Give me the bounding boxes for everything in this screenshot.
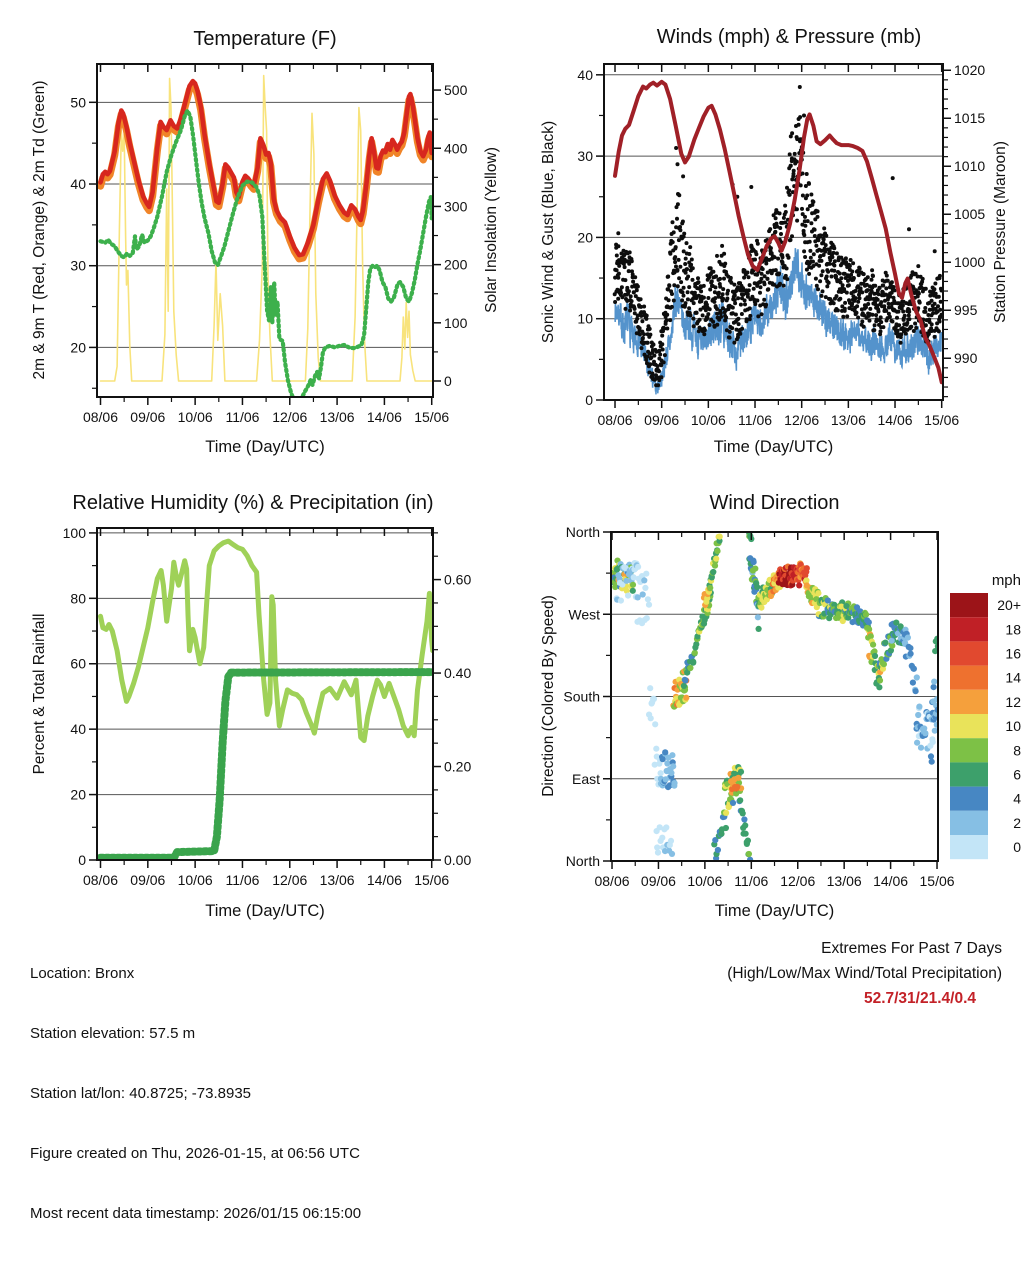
- svg-text:0.20: 0.20: [444, 758, 472, 775]
- footer-created: Figure created on Thu, 2026-01-15, at 06:56 UTC: [30, 1145, 360, 1162]
- svg-text:13/06: 13/06: [830, 412, 866, 428]
- extremes-value: 52.7/31/21.4/0.4: [863, 990, 976, 1007]
- winds-panel-title: Winds (mph) & Pressure (mb): [656, 26, 922, 48]
- svg-text:80: 80: [70, 590, 86, 607]
- solar-insolation-axis-label: Solar Insolation (Yellow): [483, 147, 500, 313]
- extremes-title: Extremes For Past 7 Days: [821, 940, 1002, 957]
- svg-text:08/06: 08/06: [82, 872, 119, 888]
- svg-text:11/06: 11/06: [734, 873, 769, 889]
- svg-text:995: 995: [954, 302, 978, 319]
- svg-text:0: 0: [585, 392, 593, 408]
- svg-text:15/06: 15/06: [414, 872, 450, 888]
- svg-text:20: 20: [70, 339, 86, 356]
- footer-timestamp: Most recent data timestamp: 2026/01/15 06:15:00: [30, 1205, 362, 1222]
- svg-text:14/06: 14/06: [877, 412, 913, 428]
- svg-text:09/06: 09/06: [640, 873, 676, 889]
- svg-text:West: West: [568, 606, 600, 623]
- svg-text:1005: 1005: [954, 206, 986, 223]
- svg-text:0: 0: [78, 852, 86, 868]
- svg-text:50: 50: [70, 94, 86, 111]
- wind-direction-axis-label: Direction (Colored By Speed): [540, 595, 557, 797]
- svg-text:0: 0: [444, 372, 452, 389]
- svg-text:14/06: 14/06: [366, 872, 402, 888]
- humidity-x-axis-label: Time (Day/UTC): [205, 902, 325, 920]
- sonic-wind-axis-label: Sonic Wind & Gust (Blue, Black): [540, 120, 557, 344]
- svg-text:mph: mph: [991, 572, 1021, 589]
- svg-text:18: 18: [1005, 621, 1021, 638]
- footer-elevation: Station elevation: 57.5 m: [30, 1025, 196, 1042]
- svg-text:11/06: 11/06: [225, 872, 260, 888]
- svg-text:12/06: 12/06: [784, 412, 820, 428]
- svg-text:40: 40: [577, 66, 593, 83]
- svg-text:100: 100: [62, 524, 86, 541]
- svg-text:20+: 20+: [997, 597, 1021, 614]
- svg-text:08/06: 08/06: [597, 412, 633, 428]
- svg-text:15/06: 15/06: [414, 409, 450, 425]
- svg-text:10/06: 10/06: [177, 409, 213, 425]
- extremes-subtitle: (High/Low/Max Wind/Total Precipitation): [727, 965, 1002, 982]
- svg-text:13/06: 13/06: [319, 872, 355, 888]
- svg-text:0.00: 0.00: [444, 852, 472, 868]
- svg-text:North: North: [565, 524, 600, 540]
- svg-text:4: 4: [1013, 790, 1021, 807]
- svg-text:1015: 1015: [954, 110, 986, 127]
- svg-text:1020: 1020: [954, 62, 986, 79]
- svg-text:300: 300: [444, 198, 468, 215]
- svg-text:200: 200: [444, 256, 468, 273]
- svg-text:09/06: 09/06: [130, 872, 166, 888]
- svg-text:10/06: 10/06: [177, 872, 213, 888]
- svg-text:20: 20: [577, 229, 593, 246]
- humidity-panel-title: Relative Humidity (%) & Precipitation (in): [72, 492, 434, 514]
- svg-text:11/06: 11/06: [225, 409, 260, 425]
- svg-text:14/06: 14/06: [366, 409, 402, 425]
- temperature-y-axis-label: 2m & 9m T (Red, Orange) & 2m Td (Green): [31, 80, 48, 380]
- svg-text:10: 10: [1005, 718, 1021, 735]
- svg-text:13/06: 13/06: [319, 409, 355, 425]
- svg-text:0: 0: [1013, 839, 1021, 856]
- percent-rainfall-axis-label: Percent & Total Rainfall: [31, 613, 48, 775]
- svg-text:500: 500: [444, 82, 468, 99]
- wind-direction-panel-title: Wind Direction: [709, 492, 840, 514]
- svg-text:30: 30: [70, 257, 86, 274]
- temperature-panel-title: Temperature (F): [193, 28, 337, 50]
- svg-text:40: 40: [70, 176, 86, 193]
- svg-text:0.40: 0.40: [444, 665, 472, 682]
- svg-text:1010: 1010: [954, 158, 986, 175]
- svg-text:12/06: 12/06: [272, 409, 308, 425]
- svg-text:09/06: 09/06: [644, 412, 680, 428]
- svg-text:08/06: 08/06: [82, 409, 119, 425]
- svg-text:20: 20: [70, 786, 86, 803]
- svg-text:12: 12: [1005, 693, 1021, 710]
- station-info-footer: [30, 924, 361, 1264]
- svg-text:100: 100: [444, 314, 468, 331]
- station-pressure-axis-label: Station Pressure (Maroon): [992, 141, 1009, 323]
- svg-text:10/06: 10/06: [687, 873, 723, 889]
- svg-text:15/06: 15/06: [919, 873, 955, 889]
- svg-text:12/06: 12/06: [272, 872, 308, 888]
- svg-text:10: 10: [577, 310, 593, 327]
- temperature-x-axis-label: Time (Day/UTC): [205, 438, 325, 456]
- svg-text:10/06: 10/06: [690, 412, 726, 428]
- svg-text:2: 2: [1013, 814, 1021, 831]
- svg-text:1000: 1000: [954, 254, 986, 271]
- svg-text:08/06: 08/06: [594, 873, 630, 889]
- svg-text:0.60: 0.60: [444, 571, 472, 588]
- svg-text:6: 6: [1013, 766, 1021, 783]
- svg-text:14: 14: [1005, 669, 1021, 686]
- svg-text:11/06: 11/06: [738, 412, 773, 428]
- wind-direction-x-axis-label: Time (Day/UTC): [714, 902, 835, 920]
- svg-text:East: East: [571, 770, 600, 787]
- svg-text:12/06: 12/06: [780, 873, 816, 889]
- svg-text:14/06: 14/06: [873, 873, 909, 889]
- svg-text:South: South: [563, 688, 600, 705]
- svg-text:990: 990: [954, 350, 978, 367]
- svg-text:15/06: 15/06: [924, 412, 960, 428]
- footer-location: Location: Bronx: [30, 965, 135, 982]
- svg-text:09/06: 09/06: [130, 409, 166, 425]
- svg-text:13/06: 13/06: [826, 873, 862, 889]
- svg-text:60: 60: [70, 655, 86, 672]
- svg-text:North: North: [565, 853, 600, 869]
- svg-text:400: 400: [444, 140, 468, 157]
- svg-text:30: 30: [577, 148, 593, 165]
- svg-text:8: 8: [1013, 742, 1021, 759]
- winds-x-axis-label: Time (Day/UTC): [713, 438, 834, 456]
- extremes-block: [560, 936, 1002, 1011]
- footer-latlon: Station lat/lon: 40.8725; -73.8935: [30, 1085, 252, 1102]
- svg-text:16: 16: [1005, 645, 1021, 662]
- svg-text:40: 40: [70, 721, 86, 738]
